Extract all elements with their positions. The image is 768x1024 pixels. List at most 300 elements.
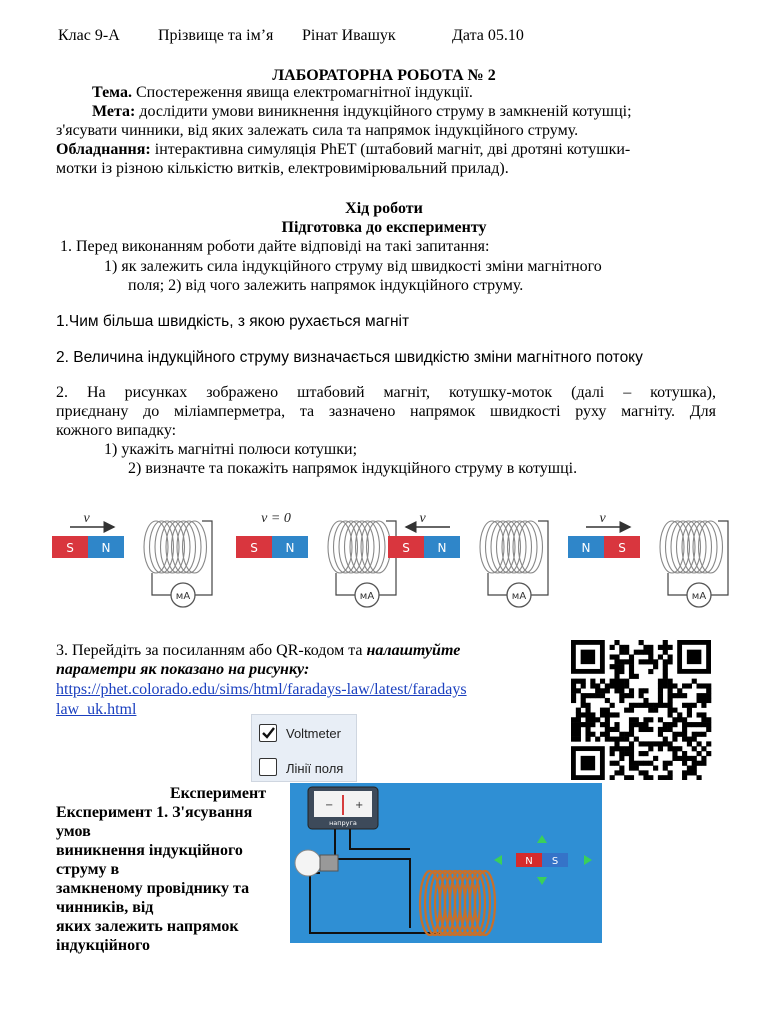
qr-module <box>658 703 663 708</box>
qr-module <box>653 659 658 664</box>
qr-module <box>668 770 673 775</box>
qr-module <box>701 693 706 698</box>
qr-module <box>648 741 653 746</box>
qr-module <box>571 679 576 684</box>
qr-module <box>619 683 624 688</box>
velocity-label: v⃗ <box>419 511 437 526</box>
qr-module <box>692 737 697 742</box>
qr-module <box>639 727 644 732</box>
qr-module <box>610 683 615 688</box>
q2-item-2: 2) визначте та покажіть напрямок індукційного струму в котушці. <box>128 460 578 477</box>
qr-module <box>619 669 624 674</box>
qr-module <box>619 746 624 751</box>
qr-module <box>682 751 687 756</box>
magnet-right-pole: N <box>437 541 447 555</box>
qr-module <box>610 703 615 708</box>
qr-module <box>677 688 682 693</box>
qr-module <box>697 698 702 703</box>
qr-module <box>610 727 615 732</box>
qr-module <box>605 698 610 703</box>
qr-finder <box>687 650 701 664</box>
qr-module <box>668 659 673 664</box>
qr-module <box>677 693 682 698</box>
qr-module <box>701 698 706 703</box>
qr-module <box>629 674 634 679</box>
qr-module <box>605 683 610 688</box>
topic-label: Тема. <box>92 84 132 101</box>
qr-module <box>619 693 624 698</box>
qr-module <box>697 712 702 717</box>
qr-module <box>648 717 653 722</box>
q1-line-1: 1) як залежить сила індукційного струму від швидкості зміни магнітного <box>104 258 602 275</box>
qr-module <box>629 708 634 713</box>
qr-module <box>571 717 576 722</box>
voltmeter-checkbox[interactable] <box>259 724 277 742</box>
qr-module <box>682 756 687 761</box>
qr-module <box>629 761 634 766</box>
qr-module <box>619 645 624 650</box>
qr-module <box>610 679 615 684</box>
equipment-label: Обладнання: <box>56 141 151 158</box>
qr-module <box>619 751 624 756</box>
qr-module <box>672 751 677 756</box>
qr-module <box>682 732 687 737</box>
experiment-line: яких залежить напрямок <box>56 918 239 935</box>
magnet-coil-figures <box>40 500 730 620</box>
qr-module <box>663 664 668 669</box>
magnet-left-pole: S <box>402 541 410 555</box>
qr-module <box>605 688 610 693</box>
coil-wire <box>336 573 356 595</box>
qr-module <box>643 761 648 766</box>
voltmeter-caption: напруга <box>329 819 357 827</box>
qr-module <box>663 761 668 766</box>
field-lines-label: Лінії поля <box>286 761 344 776</box>
equipment-line-2: мотки із різною кількістю витків, електровимірювальний прилад). <box>56 160 509 177</box>
coil-loop <box>519 521 543 573</box>
qr-module <box>701 756 706 761</box>
experiment-line: замкненому провіднику та <box>56 880 250 897</box>
qr-module <box>643 717 648 722</box>
qr-module <box>595 717 600 722</box>
qr-module <box>658 775 663 780</box>
qr-module <box>624 683 629 688</box>
qr-module <box>668 712 673 717</box>
qr-module <box>692 756 697 761</box>
qr-module <box>668 727 673 732</box>
qr-module <box>648 746 653 751</box>
qr-module <box>624 737 629 742</box>
qr-module <box>687 741 692 746</box>
qr-code-image <box>568 640 714 780</box>
qr-module <box>648 659 653 664</box>
q3-line-1 <box>56 641 460 660</box>
qr-module <box>687 708 692 713</box>
qr-module <box>668 688 673 693</box>
q1-line-2: поля; 2) від чого залежить напрямок індукційного струму. <box>128 277 524 294</box>
qr-module <box>634 737 639 742</box>
qr-module <box>663 741 668 746</box>
qr-module <box>600 693 605 698</box>
qr-module <box>672 693 677 698</box>
qr-module <box>571 737 576 742</box>
phet-link-line-2[interactable]: law_uk.html <box>56 701 137 718</box>
qr-module <box>585 737 590 742</box>
qr-module <box>590 722 595 727</box>
qr-module <box>658 698 663 703</box>
experiment-line: індукційного <box>56 937 150 954</box>
qr-module <box>672 717 677 722</box>
coil-loop <box>513 521 537 573</box>
goal-label: Мета: <box>92 103 136 120</box>
goal-line-2: з'ясувати чинники, від яких залежать сила та напрямок індукційного струму. <box>56 122 579 139</box>
qr-module <box>581 693 586 698</box>
qr-module <box>682 683 687 688</box>
qr-module <box>576 737 581 742</box>
q3-emphasis-1: налаштуйте <box>366 642 461 659</box>
qr-module <box>687 703 692 708</box>
topic-text: Спостереження явища електромагнітної індукції. <box>131 84 473 101</box>
qr-module <box>576 717 581 722</box>
qr-module <box>614 737 619 742</box>
qr-module <box>668 693 673 698</box>
qr-module <box>643 688 648 693</box>
experiment-line: виникнення індукційного <box>56 842 243 859</box>
magnet-right-pole: N <box>101 541 111 555</box>
qr-module <box>610 645 615 650</box>
qr-module <box>687 712 692 717</box>
qr-module <box>682 703 687 708</box>
qr-module <box>629 756 634 761</box>
qr-module <box>697 732 702 737</box>
qr-module <box>629 669 634 674</box>
qr-module <box>629 766 634 771</box>
qr-module <box>663 679 668 684</box>
qr-module <box>692 761 697 766</box>
qr-module <box>682 775 687 780</box>
qr-module <box>585 703 590 708</box>
coil-loop <box>356 521 380 573</box>
qr-module <box>600 722 605 727</box>
q1-intro: 1. Перед виконанням роботи дайте відповіді на такі запитання: <box>60 238 490 255</box>
coil-wire <box>668 573 688 595</box>
qr-module <box>629 717 634 722</box>
qr-module <box>687 770 692 775</box>
coil-wire <box>710 521 728 595</box>
coil-loop <box>699 521 723 573</box>
qr-module <box>658 688 663 693</box>
qr-module <box>639 761 644 766</box>
qr-module <box>605 732 610 737</box>
qr-module <box>687 756 692 761</box>
qr-module <box>648 761 653 766</box>
magnet-left-pole: N <box>581 541 591 555</box>
qr-module <box>706 683 711 688</box>
qr-module <box>576 679 581 684</box>
q3-text: 3. Перейдіть за посиланням або QR-кодом та <box>56 642 367 659</box>
procedure-heading: Хід роботи <box>345 200 423 217</box>
qr-module <box>585 717 590 722</box>
phet-simulation-screenshot <box>290 783 602 943</box>
qr-module <box>658 727 663 732</box>
qr-module <box>648 775 653 780</box>
qr-module <box>571 732 576 737</box>
q2-line-3: кожного випадку: <box>56 422 177 439</box>
qr-module <box>648 645 653 650</box>
qr-module <box>590 732 595 737</box>
qr-module <box>677 746 682 751</box>
qr-module <box>595 737 600 742</box>
coil-wire <box>194 521 212 595</box>
header-name-value: Рінат Ивашук <box>302 27 396 44</box>
qr-module <box>692 703 697 708</box>
q2-line-1: 2. На рисунках зображено штабовий магніт, котушку-моток (далі – котушка), <box>56 384 716 401</box>
coil-loop <box>172 521 196 573</box>
qr-module <box>590 712 595 717</box>
coil-wire <box>488 573 508 595</box>
qr-module <box>585 722 590 727</box>
qr-module <box>614 722 619 727</box>
prep-heading: Підготовка до експерименту <box>281 219 487 236</box>
qr-module <box>629 722 634 727</box>
qr-module <box>629 727 634 732</box>
qr-module <box>639 703 644 708</box>
qr-module <box>697 775 702 780</box>
qr-module <box>619 770 624 775</box>
qr-module <box>585 732 590 737</box>
coil-wire <box>530 521 548 595</box>
qr-module <box>663 650 668 655</box>
equipment-line-1 <box>56 140 630 159</box>
qr-module <box>619 650 624 655</box>
qr-module <box>643 775 648 780</box>
qr-module <box>629 654 634 659</box>
qr-module <box>590 679 595 684</box>
qr-module <box>639 741 644 746</box>
qr-module <box>663 669 668 674</box>
qr-module <box>643 659 648 664</box>
qr-module <box>571 688 576 693</box>
coil-wire <box>152 573 172 595</box>
qr-module <box>668 698 673 703</box>
milliammeter-label: мА <box>175 591 191 602</box>
qr-module <box>672 708 677 713</box>
qr-module <box>605 727 610 732</box>
qr-module <box>571 698 576 703</box>
qr-module <box>648 727 653 732</box>
qr-module <box>643 741 648 746</box>
qr-module <box>663 722 668 727</box>
qr-module <box>643 722 648 727</box>
qr-module <box>692 770 697 775</box>
qr-module <box>634 703 639 708</box>
qr-module <box>624 708 629 713</box>
qr-module <box>590 717 595 722</box>
qr-module <box>706 698 711 703</box>
qr-module <box>697 693 702 698</box>
qr-module <box>571 683 576 688</box>
qr-module <box>639 751 644 756</box>
header-class: Клас 9-А <box>58 27 120 44</box>
qr-module <box>619 756 624 761</box>
qr-module <box>687 683 692 688</box>
qr-module <box>682 717 687 722</box>
qr-module <box>581 683 586 688</box>
qr-module <box>619 679 624 684</box>
qr-module <box>706 717 711 722</box>
voltmeter-label: Voltmeter <box>286 726 341 741</box>
qr-module <box>629 741 634 746</box>
qr-module <box>643 770 648 775</box>
qr-module <box>600 732 605 737</box>
coil-loop <box>177 521 201 573</box>
experiment-line: Експеримент 1. З'ясування <box>56 804 253 821</box>
qr-module <box>590 683 595 688</box>
sim-magnet-left-pole: N <box>525 856 533 867</box>
q3-emphasis-2: параметри як показано на рисунку: <box>56 661 310 678</box>
qr-module <box>610 664 615 669</box>
milliammeter-label: мА <box>511 591 527 602</box>
phet-link-line-1[interactable]: https://phet.colorado.edu/sims/html/faradays-law/latest/faradays <box>56 681 467 698</box>
qr-module <box>648 654 653 659</box>
qr-module <box>629 746 634 751</box>
qr-module <box>701 712 706 717</box>
qr-module <box>663 659 668 664</box>
qr-module <box>585 712 590 717</box>
qr-module <box>668 746 673 751</box>
qr-finder <box>581 756 595 770</box>
qr-module <box>624 693 629 698</box>
equipment-text-1: інтерактивна симуляція PhET (штабовий магніт, дві дротяні котушки- <box>150 141 631 158</box>
qr-module <box>605 737 610 742</box>
voltmeter-plus: + <box>355 800 364 811</box>
qr-module <box>697 751 702 756</box>
velocity-label: v = 0 <box>261 511 291 526</box>
qr-module <box>605 722 610 727</box>
qr-module <box>658 717 663 722</box>
coil-loop <box>367 521 391 573</box>
qr-module <box>595 693 600 698</box>
qr-module <box>701 717 706 722</box>
qr-module <box>682 727 687 732</box>
qr-module <box>634 761 639 766</box>
qr-module <box>614 640 619 645</box>
qr-module <box>624 775 629 780</box>
qr-module <box>653 664 658 669</box>
header-name-label: Прізвище та ім’я <box>158 27 274 44</box>
qr-module <box>619 659 624 664</box>
qr-module <box>581 698 586 703</box>
qr-module <box>600 712 605 717</box>
qr-module <box>658 645 663 650</box>
qr-module <box>629 664 634 669</box>
qr-module <box>672 737 677 742</box>
qr-module <box>643 727 648 732</box>
qr-module <box>701 683 706 688</box>
qr-module <box>701 703 706 708</box>
qr-module <box>614 664 619 669</box>
qr-module <box>595 683 600 688</box>
qr-module <box>643 751 648 756</box>
qr-module <box>658 746 663 751</box>
qr-module <box>663 674 668 679</box>
qr-module <box>687 737 692 742</box>
qr-module <box>697 761 702 766</box>
settings-panel <box>251 714 357 782</box>
qr-module <box>663 645 668 650</box>
qr-module <box>614 741 619 746</box>
field-lines-checkbox[interactable] <box>259 758 277 776</box>
qr-module <box>639 650 644 655</box>
voltmeter-minus: − <box>325 800 334 811</box>
qr-module <box>706 751 711 756</box>
qr-module <box>668 708 673 713</box>
qr-module <box>658 679 663 684</box>
qr-finder <box>581 650 595 664</box>
qr-module <box>682 761 687 766</box>
qr-module <box>653 703 658 708</box>
figure-panel <box>388 511 548 607</box>
qr-module <box>619 737 624 742</box>
qr-module <box>653 741 658 746</box>
qr-module <box>619 766 624 771</box>
qr-module <box>648 650 653 655</box>
qr-module <box>634 650 639 655</box>
qr-module <box>614 674 619 679</box>
qr-module <box>639 688 644 693</box>
qr-module <box>624 751 629 756</box>
qr-module <box>610 775 615 780</box>
qr-module <box>697 741 702 746</box>
q2-line-2: приєднану до міліамперметра, та зазначено напрямок швидкості руху магніту. Для <box>56 403 716 420</box>
qr-module <box>663 703 668 708</box>
goal-text-1: дослідити умови виникнення індукційного струму в замкненій котушці; <box>135 103 632 120</box>
qr-module <box>600 688 605 693</box>
qr-module <box>682 722 687 727</box>
qr-module <box>614 712 619 717</box>
qr-module <box>614 770 619 775</box>
qr-module <box>658 654 663 659</box>
qr-module <box>668 761 673 766</box>
q2-item-1: 1) укажіть магнітні полюси котушки; <box>104 441 358 458</box>
qr-module <box>624 732 629 737</box>
checkmark-icon <box>260 725 276 741</box>
qr-module <box>697 683 702 688</box>
qr-module <box>639 722 644 727</box>
qr-module <box>634 722 639 727</box>
qr-module <box>610 654 615 659</box>
qr-module <box>668 679 673 684</box>
qr-module <box>663 775 668 780</box>
qr-module <box>571 727 576 732</box>
qr-module <box>610 761 615 766</box>
qr-module <box>701 722 706 727</box>
qr-module <box>663 683 668 688</box>
qr-module <box>624 746 629 751</box>
qr-module <box>643 703 648 708</box>
qr-module <box>610 751 615 756</box>
qr-module <box>610 746 615 751</box>
qr-module <box>605 712 610 717</box>
qr-module <box>663 727 668 732</box>
qr-module <box>576 688 581 693</box>
coil-loop <box>693 521 717 573</box>
qr-module <box>653 766 658 771</box>
qr-module <box>697 722 702 727</box>
qr-module <box>643 698 648 703</box>
qr-module <box>581 679 586 684</box>
velocity-label: v⃗ <box>599 511 617 526</box>
